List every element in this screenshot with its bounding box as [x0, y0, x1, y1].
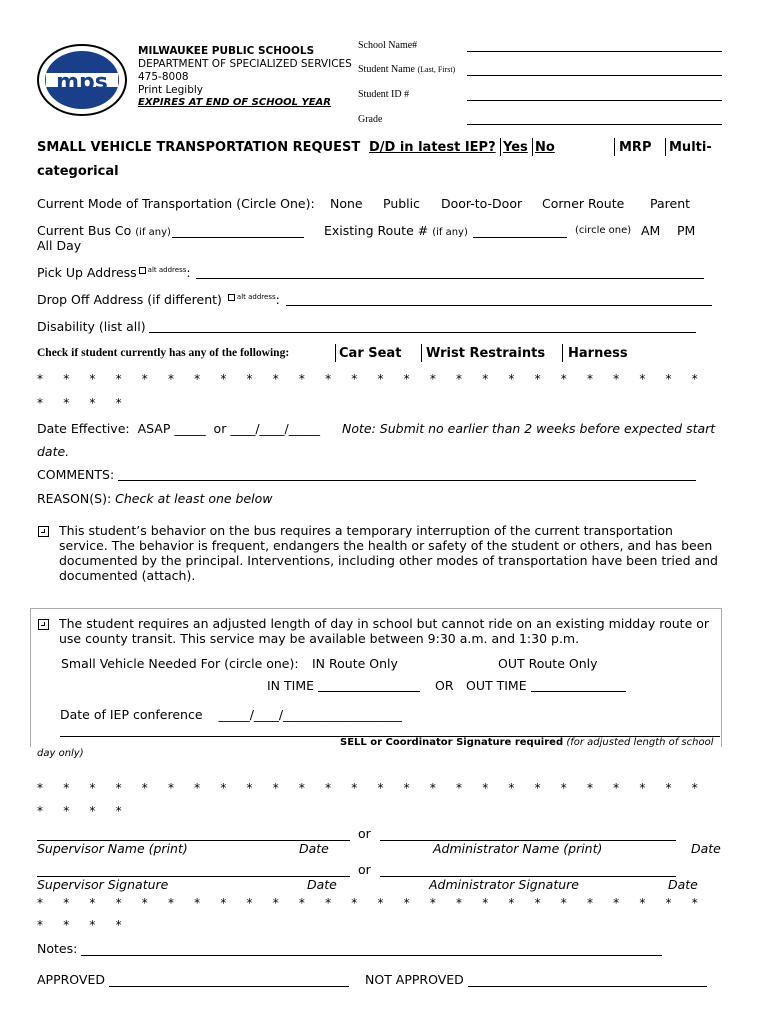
print-legibly: Print Legibly — [138, 84, 203, 96]
grade-field[interactable] — [467, 124, 722, 125]
multi-option[interactable]: Multi- — [669, 140, 712, 155]
star-glyph: * — [665, 781, 672, 795]
mode-parent[interactable]: Parent — [650, 196, 691, 211]
star-glyph: * — [37, 396, 43, 410]
star-glyph: * — [141, 372, 148, 386]
comments-label: COMMENTS: — [37, 467, 115, 482]
star-glyph: * — [37, 918, 43, 932]
star-glyph: * — [586, 896, 593, 910]
star-glyph: * — [89, 804, 96, 818]
star-glyph: * — [351, 896, 358, 910]
or-label: OR — [435, 678, 454, 693]
star-glyph: * — [613, 372, 620, 386]
harness-option[interactable]: Harness — [568, 346, 628, 361]
star-glyph: * — [508, 781, 515, 795]
star-glyph: * — [560, 896, 567, 910]
star-glyph: * — [482, 372, 489, 386]
star-glyph: * — [89, 896, 96, 910]
car-seat-option[interactable]: Car Seat — [339, 346, 402, 361]
star-glyph: * — [89, 918, 96, 932]
grade-label: Grade — [358, 114, 383, 125]
admin-name-label: Administrator Name (print) — [433, 841, 603, 856]
date-eff-note: Note: Submit no earlier than 2 weeks before expected start — [342, 421, 716, 436]
out-time-field[interactable] — [531, 691, 626, 692]
student-id-field[interactable] — [467, 100, 722, 101]
star-glyph: * — [351, 372, 358, 386]
star-glyph: * — [167, 896, 174, 910]
sup-date-label-2: Date — [307, 877, 337, 892]
star-glyph: * — [63, 396, 70, 410]
out-route-option[interactable]: OUT Route Only — [498, 656, 598, 671]
star-glyph: * — [63, 372, 70, 386]
star-glyph: * — [691, 372, 698, 386]
date-eff-label: Date Effective: ASAP _____ or ____/____/_____ — [37, 421, 320, 436]
busco-field[interactable] — [172, 237, 304, 238]
iep-date-label: Date of IEP conference _____/____/___________________ — [60, 707, 402, 722]
dropoff-label: Drop Off Address (if different) $^{alt address}$: — [37, 292, 280, 307]
star-glyph: * — [141, 896, 148, 910]
star-glyph: * — [272, 781, 279, 795]
star-glyph: * — [429, 896, 436, 910]
reasons-label: REASON(S): Check at least one below — [37, 491, 273, 506]
reason2-checkbox[interactable] — [38, 618, 49, 633]
star-glyph: * — [63, 804, 70, 818]
star-glyph: * — [272, 372, 279, 386]
star-glyph: * — [167, 781, 174, 795]
star-glyph: * — [534, 372, 541, 386]
star-glyph: * — [115, 781, 122, 795]
separator-stars-1b — [37, 396, 142, 410]
notes-label: Notes: — [37, 941, 78, 956]
star-glyph: * — [560, 372, 567, 386]
star-glyph: * — [37, 781, 43, 795]
expires-note: EXPIRES AT END OF SCHOOL YEAR — [138, 97, 331, 108]
star-glyph: * — [141, 781, 148, 795]
approved-field[interactable] — [109, 986, 349, 987]
sig-or-1: or — [358, 826, 371, 841]
multi-option-cont: categorical — [37, 164, 119, 179]
wrist-option[interactable]: Wrist Restraints — [426, 346, 546, 361]
student-name-label: Student Name (Last, First) — [358, 64, 456, 75]
star-glyph: * — [482, 781, 489, 795]
star-glyph: * — [456, 781, 462, 795]
star-glyph: * — [482, 896, 489, 910]
star-glyph: * — [639, 372, 646, 386]
circle-one: (circle one) — [575, 225, 632, 236]
star-glyph: * — [272, 896, 279, 910]
school-name-label: School Name# — [358, 40, 418, 51]
star-glyph: * — [639, 896, 646, 910]
route-label: Existing Route # (if any) — [324, 223, 468, 238]
admin-date-label-2: Date — [668, 877, 698, 892]
mode-none[interactable]: None — [330, 196, 363, 211]
dd-question: D/D in latest IEP? — [369, 140, 496, 155]
check-label: Check if student currently has any of the following: — [37, 347, 290, 359]
star-glyph: * — [194, 372, 201, 386]
star-glyph: * — [246, 896, 253, 910]
star-glyph: * — [377, 372, 384, 386]
am-option[interactable]: AM — [641, 223, 661, 238]
school-name-field[interactable] — [467, 51, 722, 52]
disability-label: Disability (list all) — [37, 319, 146, 334]
admin-date-label-1: Date — [691, 841, 721, 856]
mode-public[interactable]: Public — [383, 196, 420, 211]
out-time-label: OUT TIME — [466, 678, 527, 693]
star-glyph: * — [194, 781, 201, 795]
vehicle-needed-label: Small Vehicle Needed For (circle one): — [61, 656, 299, 671]
star-glyph: * — [220, 372, 227, 386]
allday-option[interactable]: All Day — [37, 238, 82, 253]
star-glyph: * — [665, 896, 672, 910]
form-title: SMALL VEHICLE TRANSPORTATION REQUEST — [37, 140, 361, 155]
student-id-label: Student ID # — [358, 89, 410, 100]
star-glyph: * — [63, 918, 70, 932]
dropoff-field[interactable] — [286, 305, 712, 306]
star-glyph: * — [534, 781, 541, 795]
star-glyph: * — [456, 372, 462, 386]
star-glyph: * — [115, 804, 122, 818]
star-glyph: * — [508, 896, 515, 910]
star-glyph: * — [298, 896, 305, 910]
star-glyph: * — [89, 781, 96, 795]
phone: 475-8008 — [138, 71, 189, 83]
star-glyph: * — [115, 372, 122, 386]
separator-stars-3b — [37, 918, 142, 932]
star-glyph: * — [37, 896, 43, 910]
separator-stars-1 — [37, 372, 718, 386]
star-glyph: * — [586, 781, 593, 795]
star-glyph: * — [325, 896, 332, 910]
sell-signature-note: day only) — [37, 748, 84, 759]
star-glyph: * — [246, 781, 253, 795]
route-field[interactable] — [473, 237, 567, 238]
star-glyph: * — [37, 804, 43, 818]
star-glyph: * — [220, 896, 227, 910]
star-glyph: * — [639, 781, 646, 795]
star-glyph: * — [691, 896, 698, 910]
disability-field[interactable] — [149, 332, 696, 333]
sig-or-2: or — [358, 862, 371, 877]
pm-option[interactable]: PM — [677, 223, 696, 238]
approved-label: APPROVED — [37, 972, 106, 987]
notes-field[interactable] — [81, 955, 662, 956]
mode-corner[interactable]: Corner Route — [542, 196, 625, 211]
mps-logo — [36, 43, 128, 117]
in-route-option[interactable]: IN Route Only — [312, 656, 398, 671]
star-glyph: * — [115, 918, 122, 932]
dd-yes[interactable]: Yes — [503, 140, 528, 155]
star-glyph: * — [37, 372, 43, 386]
star-glyph: * — [298, 781, 305, 795]
not-approved-field[interactable] — [468, 986, 707, 987]
pickup-label: Pick Up Address $^{alt address}$: — [37, 265, 191, 280]
star-glyph: * — [403, 372, 410, 386]
star-glyph: * — [534, 896, 541, 910]
star-glyph: * — [403, 781, 410, 795]
separator-stars-2 — [37, 781, 718, 795]
star-glyph: * — [403, 896, 410, 910]
star-glyph: * — [325, 372, 332, 386]
mode-label: Current Mode of Transportation (Circle One): — [37, 196, 315, 211]
star-glyph: * — [115, 896, 122, 910]
star-glyph: * — [456, 896, 462, 910]
pickup-field[interactable] — [196, 278, 704, 279]
dd-no[interactable]: No — [535, 140, 555, 155]
in-time-label: IN TIME — [267, 678, 315, 693]
star-glyph: * — [508, 372, 515, 386]
reason1-checkbox[interactable] — [38, 525, 49, 540]
svg-text:mps: mps — [56, 70, 108, 95]
star-glyph: * — [665, 372, 672, 386]
sell-signature-label: SELL or Coordinator Signature required (for adjusted length of school — [340, 737, 714, 748]
in-time-field[interactable] — [318, 691, 420, 692]
separator-stars-2b — [37, 804, 142, 818]
star-glyph: * — [429, 781, 436, 795]
dept-name: DEPARTMENT OF SPECIALIZED SERVICES — [138, 58, 352, 70]
supervisor-name-label: Supervisor Name (print) — [37, 841, 188, 856]
star-glyph: * — [246, 372, 253, 386]
star-glyph: * — [63, 896, 70, 910]
star-glyph: * — [586, 372, 593, 386]
star-glyph: * — [89, 372, 96, 386]
star-glyph: * — [377, 896, 384, 910]
reason2-text: The student requires an adjusted length of day in school but cannot ride on an existing midday route or use county transit. This service may be available between 9:30 a.m. and 1:30 p.m. — [59, 616, 710, 646]
separator-stars-3 — [37, 896, 718, 910]
org-name: MILWAUKEE PUBLIC SCHOOLS — [138, 45, 315, 57]
star-glyph: * — [429, 372, 436, 386]
comments-field[interactable] — [118, 480, 696, 481]
star-glyph: * — [325, 781, 332, 795]
star-glyph: * — [89, 396, 96, 410]
star-glyph: * — [115, 396, 122, 410]
sup-date-label-1: Date — [299, 841, 329, 856]
star-glyph: * — [613, 781, 620, 795]
date-eff-note-cont: date. — [37, 444, 70, 459]
star-glyph: * — [377, 781, 384, 795]
admin-sig-label: Administrator Signature — [429, 877, 579, 892]
mrp-option[interactable]: MRP — [619, 140, 652, 155]
supervisor-sig-label: Supervisor Signature — [37, 877, 169, 892]
star-glyph: * — [613, 896, 620, 910]
star-glyph: * — [298, 372, 305, 386]
star-glyph: * — [560, 781, 567, 795]
star-glyph: * — [194, 896, 201, 910]
star-glyph: * — [167, 372, 174, 386]
reason1-text: This student’s behavior on the bus requires a temporary interruption of the current transportation service. The behavior is frequent, endangers the health or safety of the student or others, and has been documented by the principal. Interventions, including other modes of transportation have been tried and documented (attach). — [59, 523, 718, 583]
star-glyph: * — [63, 781, 70, 795]
star-glyph: * — [220, 781, 227, 795]
not-approved-label: NOT APPROVED — [365, 972, 464, 987]
student-name-field[interactable] — [467, 75, 722, 76]
star-glyph: * — [691, 781, 698, 795]
busco-label: Current Bus Co (if any) — [37, 223, 171, 238]
star-glyph: * — [351, 781, 358, 795]
mode-door[interactable]: Door-to-Door — [441, 196, 523, 211]
